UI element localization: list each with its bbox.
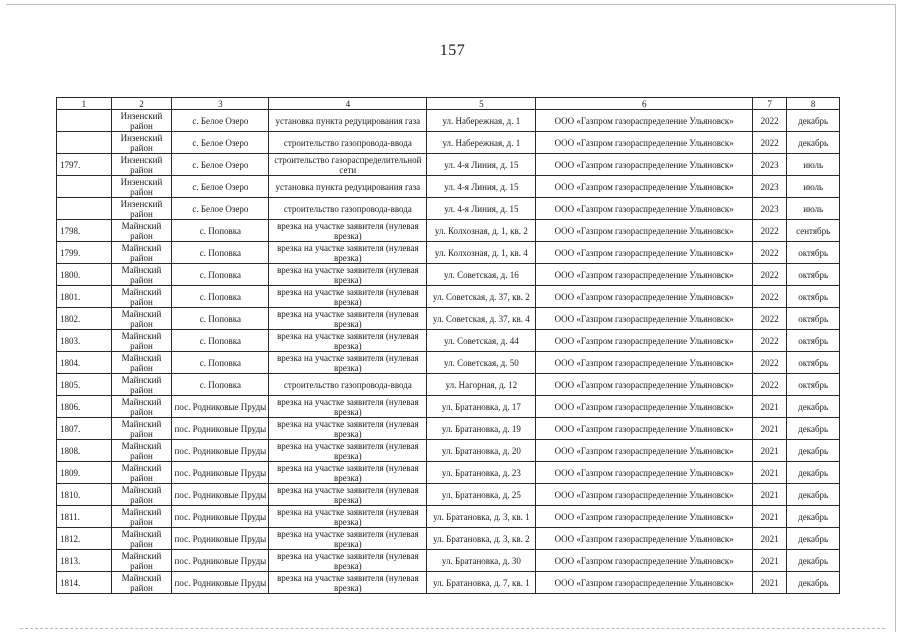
table-row — [57, 220, 840, 242]
header-col-6: 6 — [536, 98, 752, 110]
cell-address: ул. Колхозная, д. 1, кв. 2 — [427, 220, 536, 242]
cell-row-number — [57, 110, 112, 132]
header-col-7: 7 — [752, 98, 786, 110]
cell-year: 2022 — [752, 286, 786, 308]
cell-settlement: с. Белое Озеро — [172, 176, 269, 198]
table-row — [57, 440, 840, 462]
cell-row-number: 1802. — [57, 308, 112, 330]
cell-work-type: врезка на участке заявителя (нулевая врезка) — [269, 550, 427, 572]
cell-settlement: с. Поповка — [172, 286, 269, 308]
cell-address: ул. Советская, д. 44 — [427, 330, 536, 352]
cell-row-number: 1810. — [57, 484, 112, 506]
cell-address: ул. Советская, д. 37, кв. 2 — [427, 286, 536, 308]
cell-work-type: врезка на участке заявителя (нулевая врезка) — [269, 286, 427, 308]
table-row — [57, 484, 840, 506]
cell-organization: ООО «Газпром газораспределение Ульяновск» — [536, 176, 752, 198]
cell-address: ул. 4-я Линия, д. 15 — [427, 154, 536, 176]
cell-month: июль — [787, 198, 840, 220]
table-row — [57, 132, 840, 154]
cell-row-number: 1808. — [57, 440, 112, 462]
table-row — [57, 242, 840, 264]
cell-organization: ООО «Газпром газораспределение Ульяновск» — [536, 572, 752, 594]
table-row — [57, 308, 840, 330]
cell-year: 2021 — [752, 484, 786, 506]
column-number-header-row — [57, 98, 840, 110]
cell-organization: ООО «Газпром газораспределение Ульяновск» — [536, 286, 752, 308]
table-row — [57, 418, 840, 440]
header-col-8: 8 — [787, 98, 840, 110]
cell-year: 2021 — [752, 396, 786, 418]
cell-month: декабрь — [787, 528, 840, 550]
cell-organization: ООО «Газпром газораспределение Ульяновск» — [536, 506, 752, 528]
cell-organization: ООО «Газпром газораспределение Ульяновск» — [536, 462, 752, 484]
table-row — [57, 396, 840, 418]
cell-year: 2021 — [752, 572, 786, 594]
table-row — [57, 550, 840, 572]
cell-work-type: врезка на участке заявителя (нулевая врезка) — [269, 220, 427, 242]
cell-organization: ООО «Газпром газораспределение Ульяновск» — [536, 528, 752, 550]
cell-district: Майнский район — [111, 550, 172, 572]
cell-organization: ООО «Газпром газораспределение Ульяновск» — [536, 110, 752, 132]
cell-year: 2021 — [752, 440, 786, 462]
cell-work-type: врезка на участке заявителя (нулевая врезка) — [269, 242, 427, 264]
cell-month: декабрь — [787, 572, 840, 594]
cell-address: ул. 4-я Линия, д. 15 — [427, 198, 536, 220]
cell-organization: ООО «Газпром газораспределение Ульяновск» — [536, 308, 752, 330]
cell-work-type: строительство газопровода-ввода — [269, 132, 427, 154]
cell-settlement: с. Поповка — [172, 352, 269, 374]
cell-row-number: 1804. — [57, 352, 112, 374]
cell-organization: ООО «Газпром газораспределение Ульяновск» — [536, 154, 752, 176]
table-row — [57, 572, 840, 594]
cell-month: декабрь — [787, 506, 840, 528]
cell-row-number: 1811. — [57, 506, 112, 528]
cell-settlement: с. Белое Озеро — [172, 154, 269, 176]
cell-district: Майнский район — [111, 286, 172, 308]
table-row — [57, 506, 840, 528]
cell-settlement: пос. Родниковые Пруды — [172, 550, 269, 572]
cell-row-number: 1805. — [57, 374, 112, 396]
cell-district: Инзенский район — [111, 132, 172, 154]
cell-row-number: 1809. — [57, 462, 112, 484]
cell-address: ул. Советская, д. 16 — [427, 264, 536, 286]
cell-settlement: пос. Родниковые Пруды — [172, 462, 269, 484]
cell-organization: ООО «Газпром газораспределение Ульяновск» — [536, 220, 752, 242]
cell-district: Инзенский район — [111, 110, 172, 132]
cell-year: 2021 — [752, 528, 786, 550]
cell-district: Майнский район — [111, 242, 172, 264]
cell-district: Майнский район — [111, 264, 172, 286]
cell-month: октябрь — [787, 286, 840, 308]
cell-address: ул. Братановка, д. 3, кв. 2 — [427, 528, 536, 550]
cell-address: ул. Колхозная, д. 1, кв. 4 — [427, 242, 536, 264]
cell-month: декабрь — [787, 462, 840, 484]
cell-district: Майнский район — [111, 484, 172, 506]
cell-organization: ООО «Газпром газораспределение Ульяновск» — [536, 198, 752, 220]
cell-year: 2023 — [752, 154, 786, 176]
cell-work-type: врезка на участке заявителя (нулевая врезка) — [269, 484, 427, 506]
cell-year: 2021 — [752, 462, 786, 484]
cell-year: 2021 — [752, 550, 786, 572]
cell-work-type: установка пункта редуцирования газа — [269, 110, 427, 132]
cell-row-number: 1806. — [57, 396, 112, 418]
cell-work-type: врезка на участке заявителя (нулевая врезка) — [269, 308, 427, 330]
cell-address: ул. Набережная, д. 1 — [427, 132, 536, 154]
cell-settlement: пос. Родниковые Пруды — [172, 418, 269, 440]
cell-work-type: строительство газопровода-ввода — [269, 374, 427, 396]
header-col-4: 4 — [269, 98, 427, 110]
cell-settlement: пос. Родниковые Пруды — [172, 572, 269, 594]
cell-settlement: с. Белое Озеро — [172, 110, 269, 132]
cell-work-type: врезка на участке заявителя (нулевая врезка) — [269, 506, 427, 528]
cell-month: декабрь — [787, 440, 840, 462]
cell-organization: ООО «Газпром газораспределение Ульяновск» — [536, 396, 752, 418]
table-row — [57, 264, 840, 286]
cell-work-type: врезка на участке заявителя (нулевая врезка) — [269, 330, 427, 352]
cell-district: Майнский район — [111, 418, 172, 440]
cell-district: Майнский район — [111, 396, 172, 418]
cell-work-type: врезка на участке заявителя (нулевая врезка) — [269, 440, 427, 462]
table-row — [57, 154, 840, 176]
cell-month: июль — [787, 154, 840, 176]
cell-month: декабрь — [787, 484, 840, 506]
page-bottom-edge — [20, 628, 885, 629]
cell-organization: ООО «Газпром газораспределение Ульяновск» — [536, 374, 752, 396]
table-row — [57, 374, 840, 396]
page-number: 157 — [439, 42, 466, 59]
cell-year: 2021 — [752, 418, 786, 440]
cell-settlement: с. Поповка — [172, 308, 269, 330]
cell-settlement: с. Поповка — [172, 264, 269, 286]
cell-organization: ООО «Газпром газораспределение Ульяновск» — [536, 264, 752, 286]
cell-work-type: строительство газопровода-ввода — [269, 198, 427, 220]
cell-row-number: 1801. — [57, 286, 112, 308]
cell-address: ул. Братановка, д. 23 — [427, 462, 536, 484]
cell-organization: ООО «Газпром газораспределение Ульяновск» — [536, 440, 752, 462]
cell-organization: ООО «Газпром газораспределение Ульяновск» — [536, 132, 752, 154]
cell-work-type: врезка на участке заявителя (нулевая врезка) — [269, 396, 427, 418]
cell-row-number: 1814. — [57, 572, 112, 594]
cell-district: Майнский район — [111, 352, 172, 374]
table-row — [57, 330, 840, 352]
cell-settlement: пос. Родниковые Пруды — [172, 440, 269, 462]
cell-month: октябрь — [787, 374, 840, 396]
cell-month: октябрь — [787, 352, 840, 374]
cell-month: декабрь — [787, 110, 840, 132]
cell-row-number — [57, 198, 112, 220]
cell-year: 2023 — [752, 198, 786, 220]
cell-settlement: пос. Родниковые Пруды — [172, 506, 269, 528]
cell-month: октябрь — [787, 264, 840, 286]
cell-address: ул. Нагорная, д. 12 — [427, 374, 536, 396]
cell-district: Майнский район — [111, 506, 172, 528]
cell-organization: ООО «Газпром газораспределение Ульяновск» — [536, 242, 752, 264]
cell-district: Инзенский район — [111, 176, 172, 198]
cell-month: октябрь — [787, 330, 840, 352]
table-row — [57, 176, 840, 198]
cell-month: декабрь — [787, 550, 840, 572]
cell-organization: ООО «Газпром газораспределение Ульяновск» — [536, 484, 752, 506]
cell-year: 2022 — [752, 264, 786, 286]
cell-month: декабрь — [787, 418, 840, 440]
cell-organization: ООО «Газпром газораспределение Ульяновск» — [536, 418, 752, 440]
cell-settlement: пос. Родниковые Пруды — [172, 484, 269, 506]
cell-row-number: 1797. — [57, 154, 112, 176]
cell-year: 2022 — [752, 330, 786, 352]
cell-year: 2023 — [752, 176, 786, 198]
cell-settlement: с. Поповка — [172, 330, 269, 352]
header-col-1: 1 — [57, 98, 112, 110]
cell-year: 2022 — [752, 220, 786, 242]
cell-district: Майнский район — [111, 440, 172, 462]
cell-year: 2022 — [752, 374, 786, 396]
cell-organization: ООО «Газпром газораспределение Ульяновск» — [536, 550, 752, 572]
cell-row-number — [57, 176, 112, 198]
cell-work-type: врезка на участке заявителя (нулевая врезка) — [269, 528, 427, 550]
cell-district: Майнский район — [111, 308, 172, 330]
cell-address: ул. Братановка, д. 25 — [427, 484, 536, 506]
cell-address: ул. Братановка, д. 7, кв. 1 — [427, 572, 536, 594]
cell-row-number: 1799. — [57, 242, 112, 264]
cell-row-number: 1800. — [57, 264, 112, 286]
cell-year: 2022 — [752, 132, 786, 154]
cell-row-number: 1798. — [57, 220, 112, 242]
cell-settlement: пос. Родниковые Пруды — [172, 396, 269, 418]
cell-month: декабрь — [787, 396, 840, 418]
table-row — [57, 528, 840, 550]
header-col-2: 2 — [111, 98, 172, 110]
cell-address: ул. Советская, д. 37, кв. 4 — [427, 308, 536, 330]
cell-row-number — [57, 132, 112, 154]
cell-district: Инзенский район — [111, 154, 172, 176]
cell-address: ул. 4-я Линия, д. 15 — [427, 176, 536, 198]
cell-district: Майнский район — [111, 462, 172, 484]
cell-year: 2021 — [752, 506, 786, 528]
table-row — [57, 352, 840, 374]
cell-district: Инзенский район — [111, 198, 172, 220]
cell-address: ул. Братановка, д. 17 — [427, 396, 536, 418]
cell-row-number: 1807. — [57, 418, 112, 440]
cell-work-type: строительство газораспределительной сети — [269, 154, 427, 176]
cell-row-number: 1803. — [57, 330, 112, 352]
cell-settlement: с. Белое Озеро — [172, 198, 269, 220]
cell-district: Майнский район — [111, 330, 172, 352]
table-body — [57, 110, 840, 594]
cell-work-type: врезка на участке заявителя (нулевая врезка) — [269, 572, 427, 594]
cell-district: Майнский район — [111, 374, 172, 396]
cell-settlement: с. Поповка — [172, 374, 269, 396]
cell-work-type: врезка на участке заявителя (нулевая врезка) — [269, 462, 427, 484]
table-row — [57, 286, 840, 308]
table-row — [57, 462, 840, 484]
gasification-plan-table — [56, 97, 840, 594]
cell-year: 2022 — [752, 110, 786, 132]
cell-work-type: врезка на участке заявителя (нулевая врезка) — [269, 418, 427, 440]
cell-year: 2022 — [752, 308, 786, 330]
cell-month: июль — [787, 176, 840, 198]
cell-district: Майнский район — [111, 220, 172, 242]
cell-district: Майнский район — [111, 572, 172, 594]
header-col-3: 3 — [172, 98, 269, 110]
cell-row-number: 1813. — [57, 550, 112, 572]
cell-year: 2022 — [752, 242, 786, 264]
cell-row-number: 1812. — [57, 528, 112, 550]
cell-address: ул. Братановка, д. 19 — [427, 418, 536, 440]
cell-work-type: установка пункта редуцирования газа — [269, 176, 427, 198]
cell-address: ул. Советская, д. 50 — [427, 352, 536, 374]
cell-settlement: с. Белое Озеро — [172, 132, 269, 154]
cell-month: сентябрь — [787, 220, 840, 242]
cell-address: ул. Братановка, д. 30 — [427, 550, 536, 572]
cell-address: ул. Набережная, д. 1 — [427, 110, 536, 132]
cell-work-type: врезка на участке заявителя (нулевая врезка) — [269, 352, 427, 374]
cell-district: Майнский район — [111, 528, 172, 550]
header-col-5: 5 — [427, 98, 536, 110]
cell-year: 2022 — [752, 352, 786, 374]
cell-organization: ООО «Газпром газораспределение Ульяновск» — [536, 352, 752, 374]
cell-address: ул. Братановка, д. 3, кв. 1 — [427, 506, 536, 528]
cell-work-type: врезка на участке заявителя (нулевая врезка) — [269, 264, 427, 286]
cell-organization: ООО «Газпром газораспределение Ульяновск» — [536, 330, 752, 352]
cell-settlement: с. Поповка — [172, 242, 269, 264]
table-row — [57, 198, 840, 220]
table-row — [57, 110, 840, 132]
cell-month: декабрь — [787, 132, 840, 154]
cell-month: октябрь — [787, 242, 840, 264]
cell-settlement: с. Поповка — [172, 220, 269, 242]
cell-address: ул. Братановка, д. 20 — [427, 440, 536, 462]
cell-settlement: пос. Родниковые Пруды — [172, 528, 269, 550]
cell-month: октябрь — [787, 308, 840, 330]
